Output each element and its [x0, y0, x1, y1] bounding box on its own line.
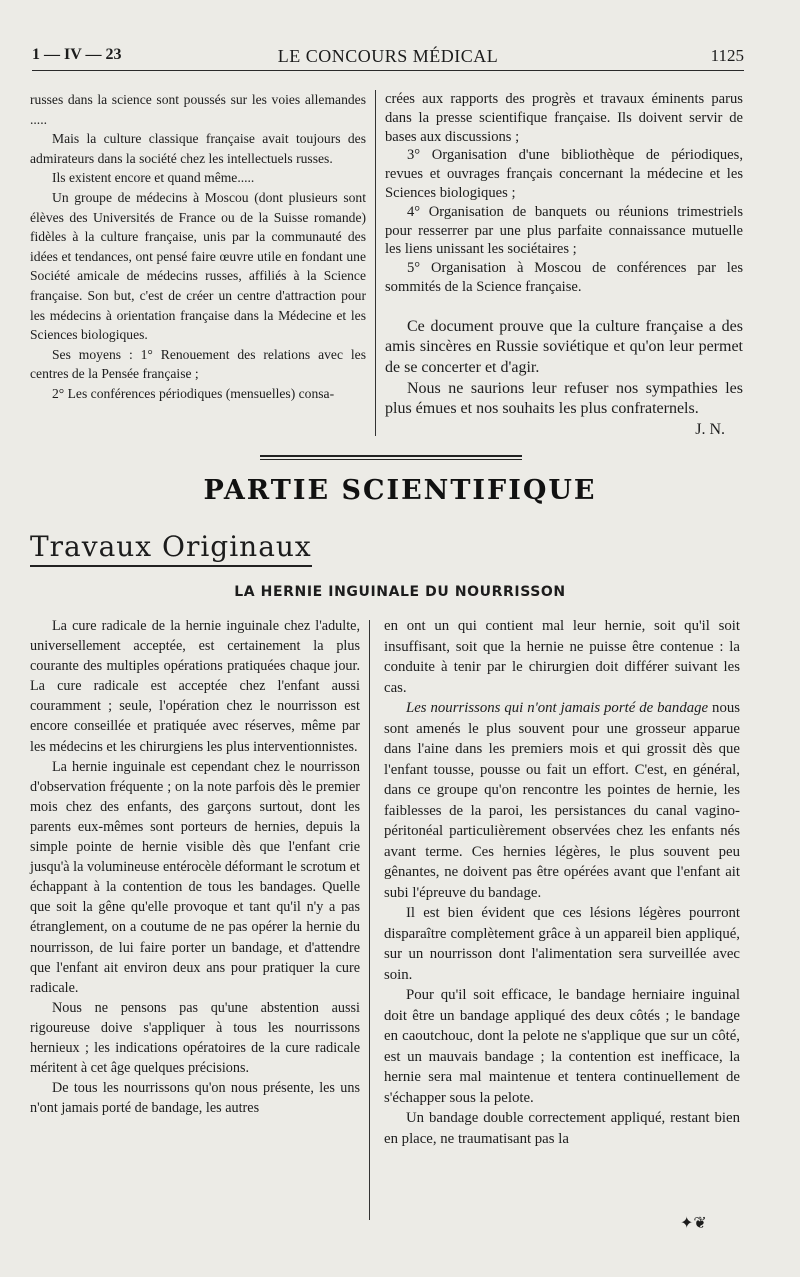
paragraph: Il est bien évident que ces lésions légères pourront disparaître complètement grâce à un appareil bien appliqué, sur un nourrisson dont l'alimentation sera surveillée avec soin. — [384, 905, 740, 983]
top-left-column — [30, 90, 366, 404]
paragraph: La cure radicale de la hernie inguinale chez l'adulte, universellement acceptée, est certainement la plus courante des multiples opérations pratiquées chaque jour. La cure radicale est acceptée chez l'enfant aussi couramment ; seule, l'opération chez le nourrisson est encore conseillée et pratiquée avec réserves, même par les médecins et les chirurgiens les plus interventionnistes. — [30, 618, 360, 755]
issue-number: 1 — IV — 23 — [32, 46, 122, 63]
paragraph-text: nous sont amenés le plus souvent pour une grosseur apparue dans l'aine dans les premiers mois et qui grossit dès que l'enfant tousse, pousse ou fait un effort. C'est, en général, dans ce groupe qu'on rencontre les pointes de hernie, les faiblesses de la paroi, les persistances du canal vagino-péritonéal particulièrement observées chez les enfants nés avant terme. Ces hernies légères, le plus souvent peu gênantes, ne doivent pas être opérées avant que l'enfant ait subi l'épreuve du bandage. — [384, 700, 740, 901]
paragraph: Ils existent encore et quand même..... — [52, 170, 255, 186]
part-heading: PARTIE SCIENTIFIQUE — [203, 475, 597, 506]
column-divider — [369, 620, 370, 1220]
paragraph: Nous ne pensons pas qu'une abstention aussi rigoureuse doive s'appliquer à tous les nourrissons hernieux ; les indications opératoires de la cure radicale méritent à cet âge quelques précisions. — [30, 999, 360, 1077]
article-left-column — [30, 616, 360, 1118]
paragraph: crées aux rapports des progrès et travaux éminents parus dans la presse scientifique française. Ils doivent servir de bases aux discussions ; — [385, 91, 743, 145]
section-divider — [260, 455, 522, 460]
paragraph — [384, 698, 740, 903]
paragraph: 2° Les conférences périodiques (mensuelles) consa- — [52, 385, 335, 401]
signature: J. N. — [695, 420, 725, 438]
column-divider — [375, 90, 376, 436]
article-title: LA HERNIE INGUINALE DU NOURRISSON — [234, 584, 566, 600]
paragraph: Pour qu'il soit efficace, le bandage herniaire inguinal doit être un bandage appliqué des deux côtés ; le bandage en caoutchouc, dont la pelote ne s'applique que sur un côté, est un mauvais bandage ; la contention est inefficace, la hernie sera mal maintenue et tentera continuellement de s'échapper sous la pelote. — [384, 987, 740, 1106]
paragraph: Un bandage double correctement appliqué, restant bien en place, ne traumatisant pas la — [384, 1110, 740, 1147]
journal-title: LE CONCOURS MÉDICAL — [277, 46, 499, 66]
italic-lead: Les nourrissons qui n'ont jamais porté de bandage — [406, 700, 709, 716]
running-head — [32, 44, 744, 71]
paragraph: La hernie inguinale est cependant chez le nourrisson d'observation fréquente ; on la note parfois dès le premier mois chez des enfants, des garçons surtout, dont les parents eux-mêmes sont porteurs de hernies, depuis la simple pointe de hernie visible dès que l'enfant crie jusqu'à la volumineuse entérocèle déformant le scrotum et échappant à la contention de tous les bandages. Quelle que soit la gêne qu'elle provoque et tant qu'il n'y a pas étranglement, on a coutume de ne pas opérer la hernie du nourrisson, de lui faire porter un bandage, et d'attendre que l'enfant ait environ deux ans pour pratiquer la cure radicale. — [30, 758, 360, 996]
section-heading: Travaux Originaux — [30, 530, 312, 567]
paragraph: 4° Organisation de banquets ou réunions trimestriels pour resserrer par une plus parfaite connaissance mutuelle les liens unissant les sociétaires ; — [385, 203, 743, 258]
article-right-column — [384, 616, 740, 1149]
paragraph: De tous les nourrissons qu'on nous présente, les uns n'ont jamais porté de bandage, les autres — [30, 1080, 360, 1117]
paragraph: en ont un qui contient mal leur hernie, soit qu'il soit insuffisant, soit que la hernie ne puisse être contenue : la conduite à tenir par le chirurgien doit différer suivant les cas. — [384, 618, 740, 696]
paragraph: Nous ne saurions leur refuser nos sympathies les plus émues et nos souhaits les plus confraternels. — [385, 379, 743, 418]
paragraph: Un groupe de médecins à Moscou (dont plusieurs sont élèves des Universités de France ou de la Suisse romande) fidèles à la culture française, unis par la communauté des idées et tendances, ont pensé faire œuvre utile en fondant une Société amicale de médecins russes, affiliés à la Science française. Son but, c'est de créer un centre d'attraction pour les médecins à orientation française dans la Médecine et les Sciences biologiques. — [30, 189, 366, 343]
top-right-column — [385, 90, 743, 440]
paragraph: Mais la culture classique française avait toujours des admirateurs dans la société chez les intellectuels russes. — [30, 131, 366, 166]
page-number: 1125 — [710, 46, 744, 65]
ornament-icon: ✦❦ — [680, 1213, 707, 1232]
paragraph: 3° Organisation d'une bibliothèque de périodiques, revues et ouvrages français concernant la médecine et les Sciences biologiques ; — [385, 147, 743, 201]
paragraph: russes dans la science sont poussés sur les voies allemandes ..... — [30, 92, 366, 127]
paragraph: Ses moyens : 1° Renouement des relations avec les centres de la Pensée française ; — [30, 346, 366, 382]
paragraph: 5° Organisation à Moscou de conférences par les sommités de la Science française. — [385, 260, 743, 295]
paragraph: Ce document prouve que la culture française a des amis sincères en Russie soviétique et qu'on leur permet de se concerter et d'agir. — [385, 317, 743, 376]
